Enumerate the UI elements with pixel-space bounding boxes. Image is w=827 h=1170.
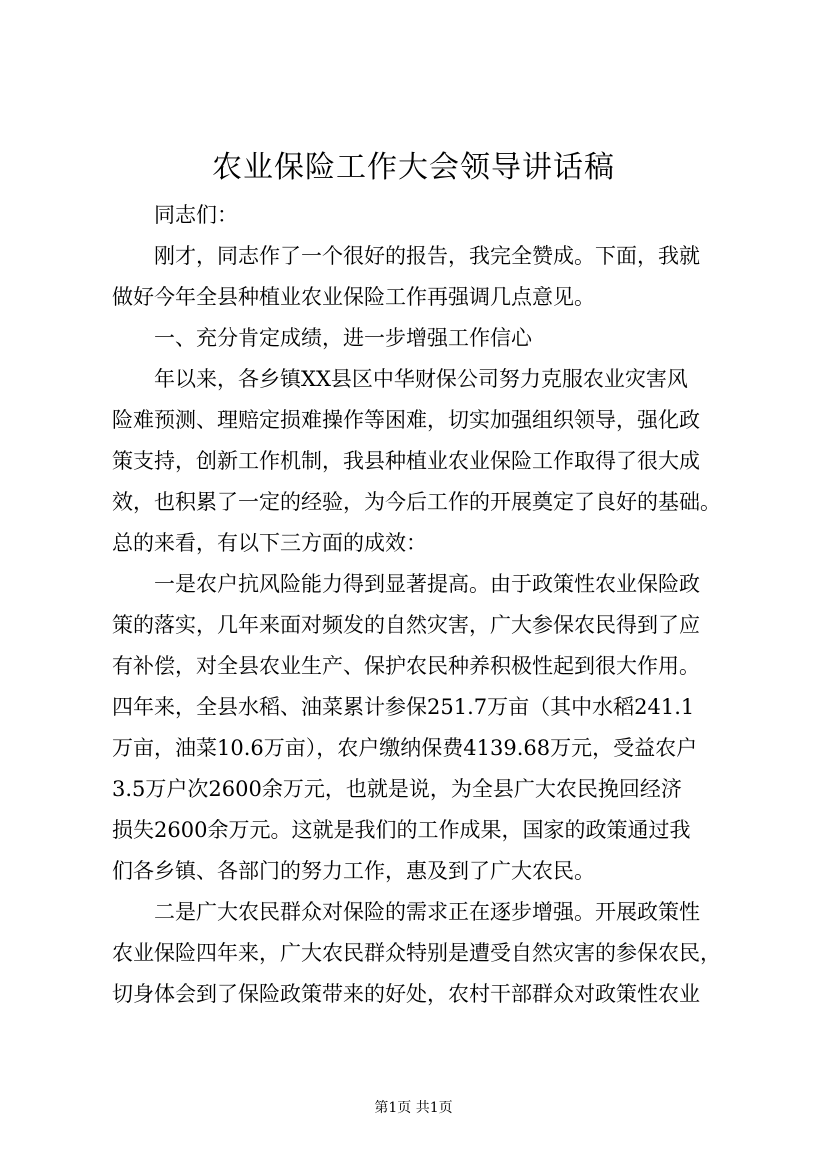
paragraph-line: 总的来看，有以下三方面的成效： [112, 531, 427, 555]
paragraph-line: 策支持，创新工作机制，我县种植业农业保险工作取得了很大成 [112, 449, 700, 473]
page-number-footer: 第1页 共1页 [374, 1100, 453, 1116]
paragraph-line: 做好今年全县种植业农业保险工作再强调几点意见。 [112, 285, 595, 309]
paragraph-line: 四年来，全县水稻、油菜累计参保251.7万亩（其中水稻241.1 [112, 695, 695, 719]
salutation: 同志们： [154, 203, 238, 227]
document-title: 农业保险工作大会领导讲话稿 [212, 150, 615, 185]
paragraph-line: 农业保险四年来，广大农民群众特别是遭受自然灾害的参保农民， [112, 941, 721, 965]
section-heading: 一、充分肯定成绩，进一步增强工作信心 [154, 326, 532, 350]
paragraph-line: 万亩，油菜10.6万亩），农户缴纳保费4139.68万元，受益农户 [112, 736, 698, 760]
paragraph-line: 策的落实，几年来面对频发的自然灾害，广大参保农民得到了应 [112, 613, 700, 637]
paragraph-line: 有补偿，对全县农业生产、保护农民种养积极性起到很大作用。 [112, 654, 700, 678]
paragraph-line: 刚才，同志作了一个很好的报告，我完全赞成。下面，我就 [154, 244, 700, 268]
paragraph-line: 一是农户抗风险能力得到显著提高。由于政策性农业保险政 [154, 572, 700, 596]
paragraph-line: 们各乡镇、各部门的努力工作，惠及到了广大农民。 [112, 859, 595, 883]
paragraph-line: 3.5万户次2600余万元，也就是说，为全县广大农民挽回经济 [112, 777, 682, 801]
paragraph-line: 切身体会到了保险政策带来的好处，农村干部群众对政策性农业 [112, 982, 700, 1006]
paragraph-line: 险难预测、理赔定损难操作等困难，切实加强组织领导，强化政 [112, 408, 700, 432]
paragraph-line: 二是广大农民群众对保险的需求正在逐步增强。开展政策性 [154, 900, 700, 924]
paragraph-line: 损失2600余万元。这就是我们的工作成果，国家的政策通过我 [112, 818, 691, 842]
paragraph-line: 效，也积累了一定的经验，为今后工作的开展奠定了良好的基础。 [112, 490, 721, 514]
paragraph-line: 年以来，各乡镇XX县区中华财保公司努力克服农业灾害风 [154, 367, 688, 391]
